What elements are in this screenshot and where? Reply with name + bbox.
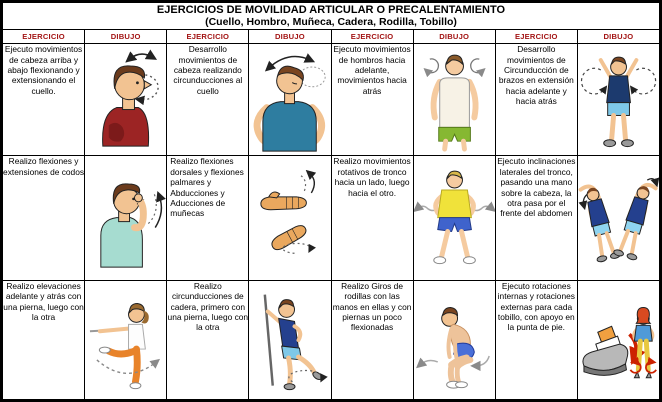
column-header-ejercicio-1: EJERCICIO bbox=[3, 30, 85, 44]
hip-circumduction-drawing bbox=[249, 281, 330, 399]
drawing-cell bbox=[85, 156, 167, 280]
exercise-text-cell: Desarrollo movimientos de Circunducción de brazos en extensión hacia adelante y hacia atrás bbox=[495, 44, 577, 156]
trunk-lateral-inclination-drawing bbox=[578, 156, 659, 279]
exercise-text-cell: Realizo flexiones dorsales y flexiones palmares y Abducciones y Aducciones de muñecas bbox=[167, 156, 249, 280]
table-row bbox=[3, 156, 660, 280]
drawing-cell bbox=[85, 44, 167, 156]
exercise-text-cell: Desarrollo movimientos de cabeza realizando circunducciones al cuello bbox=[167, 44, 249, 156]
exercise-text-cell: Realizo Giros de rodillas con las manos en ellas y con piernas un poco flexionadas bbox=[331, 280, 413, 399]
table-row bbox=[3, 280, 660, 399]
drawing-cell bbox=[577, 156, 659, 280]
exercise-text-cell: Ejecuto movimientos de hombros hacia adelante, movimientos hacia atrás bbox=[331, 44, 413, 156]
column-header-dibujo-4: DIBUJO bbox=[577, 30, 659, 44]
drawing-cell bbox=[413, 44, 495, 156]
exercise-text-cell: Realizo flexiones y extensiones de codos bbox=[3, 156, 85, 280]
knee-rotation-drawing bbox=[414, 281, 495, 399]
exercise-text-cell: Realizo movimientos rotativos de tronco hacia un lado, luego hacia el otro. bbox=[331, 156, 413, 280]
drawing-cell bbox=[249, 156, 331, 280]
page-title: EJERCICIOS DE MOVILIDAD ARTICULAR O PRECALENTAMIENTO bbox=[156, 4, 506, 17]
page-subtitle: (Cuello, Hombro, Muñeca, Cadera, Rodilla, Tobillo) bbox=[205, 16, 457, 29]
drawing-cell bbox=[85, 280, 167, 399]
column-header-dibujo-1: DIBUJO bbox=[85, 30, 167, 44]
exercise-text-cell: Ejecuto inclinaciones laterales del tronco, pasando una mano sobre la cabeza, la otra pasa por el frente del abdomen bbox=[495, 156, 577, 280]
title-cell bbox=[3, 3, 660, 30]
drawing-cell bbox=[577, 44, 659, 156]
title-row bbox=[3, 3, 660, 30]
drawing-cell bbox=[249, 44, 331, 156]
column-header-row bbox=[3, 30, 660, 44]
drawing-cell bbox=[577, 280, 659, 399]
leg-elevation-drawing bbox=[85, 281, 166, 399]
drawing-cell bbox=[413, 156, 495, 280]
exercise-text-cell: Ejecuto movimientos de cabeza arriba y abajo flexionando y extensionando el cuello. bbox=[3, 44, 85, 156]
head-flexion-extension-drawing bbox=[85, 44, 166, 155]
exercise-text-cell: Ejecuto rotaciones internas y rotaciones externas para cada tobillo, con apoyo en la punta de pie. bbox=[495, 280, 577, 399]
neck-circumduction-drawing bbox=[249, 44, 330, 155]
arm-circumduction-drawing bbox=[578, 44, 659, 155]
column-header-dibujo-3: DIBUJO bbox=[413, 30, 495, 44]
column-header-ejercicio-4: EJERCICIO bbox=[495, 30, 577, 44]
ankle-rotation-drawing bbox=[578, 281, 659, 399]
elbow-flexion-extension-drawing bbox=[85, 156, 166, 279]
column-header-ejercicio-3: EJERCICIO bbox=[331, 30, 413, 44]
table-row bbox=[3, 44, 660, 156]
drawing-cell bbox=[249, 280, 331, 399]
exercise-table bbox=[2, 2, 660, 400]
column-header-ejercicio-2: EJERCICIO bbox=[167, 30, 249, 44]
exercise-text-cell: Realizo elevaciones adelante y atrás con una pierna, luego con la otra bbox=[3, 280, 85, 399]
column-header-dibujo-2: DIBUJO bbox=[249, 30, 331, 44]
drawing-cell bbox=[413, 280, 495, 399]
exercise-text-cell: Realizo circunducciones de cadera, primero con una pierna, luego con la otra bbox=[167, 280, 249, 399]
trunk-rotation-drawing bbox=[414, 156, 495, 279]
shoulder-forward-back-drawing bbox=[414, 44, 495, 155]
wrist-flexion-abduction-drawing bbox=[249, 156, 330, 279]
